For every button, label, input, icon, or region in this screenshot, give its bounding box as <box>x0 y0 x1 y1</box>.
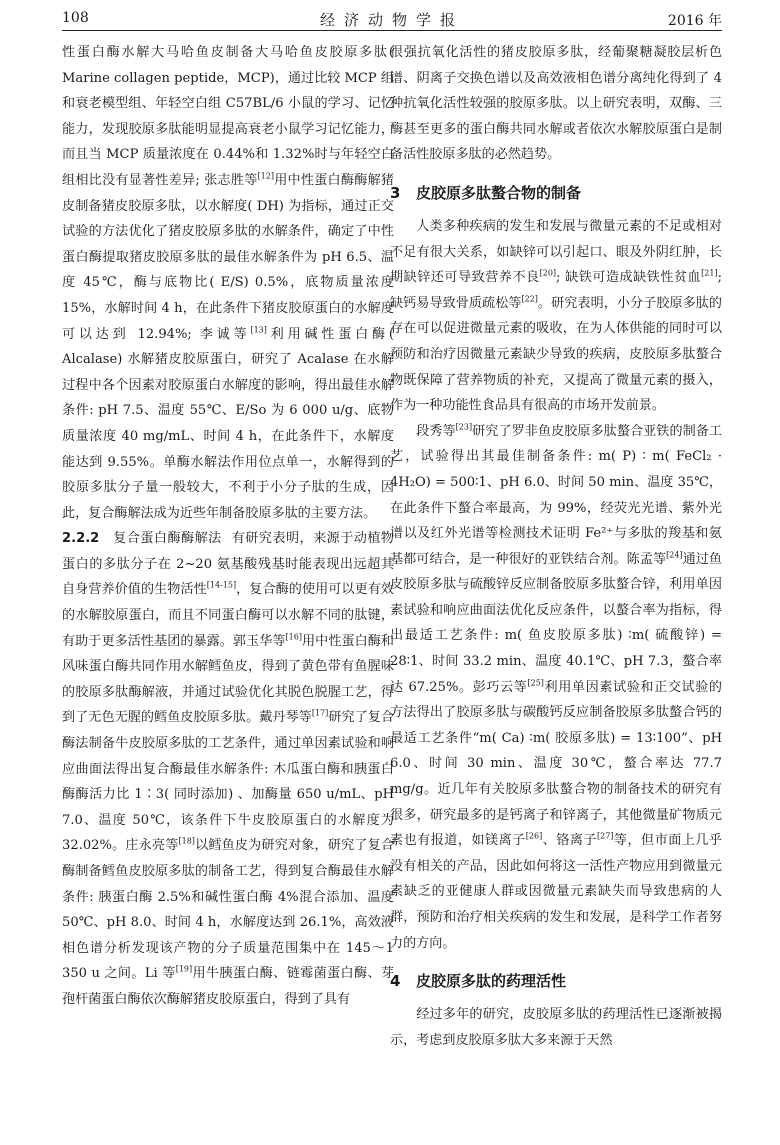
body-text: 、铬离子 <box>542 833 597 849</box>
citation: [22] <box>521 294 538 304</box>
citation: [18] <box>178 837 195 847</box>
page-number: 108 <box>62 10 89 26</box>
body-text: 通过鱼皮胶原多肽与硫酸锌反应制备胶原多肽螯合锌，利用单因素试验和响应曲面法优化反应条件，以螯合率为指标，得出最适工艺条件: m( 鱼皮胶原多肽) ∶m( 硫酸锌) = 28∶1、时间 33.2 min、温度 40.1℃、pH 7.3，螯合率达 67.25%。彭巧云等 <box>390 551 723 695</box>
journal-title: 经济动物学报 <box>319 11 464 29</box>
citation: [17] <box>311 709 329 719</box>
citation: [21] <box>701 268 718 278</box>
body-text: ，复合酶的使用可以更有效的水解胶原蛋白，而且不同蛋白酶可以水解不同的肽键，有助于更多活性基团的暴露。郭玉华等 <box>62 582 395 649</box>
section-number: 4 <box>390 972 401 991</box>
citation: [27] <box>596 831 614 841</box>
paragraph <box>390 419 722 956</box>
body-text: ; 缺铁可造成缺铁性贫血 <box>556 270 702 286</box>
subsection-title: 复合蛋白酶酶解法 <box>113 531 222 547</box>
left-column <box>62 40 394 1013</box>
paragraph: 很强抗氧化活性的猪皮胶原多肽，经葡聚糖凝胶层析色谱、阴离子交换色谱以及高效液相色谱分离纯化得到了 4 种抗氧化活性较强的胶原多肽。以上研究表明，双酶、三酶甚至更多的蛋白酶共同水解或者依次水解胶原蛋白是制备活性胶原多肽的必然趋势。 <box>390 45 722 163</box>
section-heading <box>390 968 722 994</box>
body-text: ; 缺钙易导致骨质疏松等 <box>390 270 722 311</box>
citation: [19] <box>175 965 193 975</box>
paragraph: 经过多年的研究，皮胶原多肽的药理活性已逐渐被揭示，考虑到皮胶原多肽大多来源于天然 <box>390 1007 722 1048</box>
citation: [25] <box>527 678 544 688</box>
body-text: 利用单因素试验和正交试验的方法得出了胶原多肽与碳酸钙反应制备胶原多肽螯合钙的最适工艺条件“m( Ca) ∶m( 胶原多肽) = 13∶100”、pH 6.0、时间 30 min、温度 30℃，螯合率达 77.7 mg/g。近几年有关胶原多肽螯合物的制备技术的研究有很多，研究最多的是钙离子和锌离子，其他微量矿物质元素也有报道，如镁离子 <box>390 679 723 849</box>
citation: [12] <box>257 171 274 181</box>
body-text: 等，但市面上几乎没有相关的产品，因此如何将这一活性产物应用到微量元素缺乏的亚健康人群或因微量元素缺失而导致患病的人群，预防和治疗相关疾病的发生和发展，是科学工作者努力的方向。 <box>390 833 723 951</box>
citation: [14-15] <box>206 581 237 591</box>
paragraph <box>390 214 722 419</box>
body-text: 研究了罗非鱼皮胶原多肽螯合亚铁的制备工艺，试验得出其最佳制备条件: m( P) ∶ m( FeCl₂ · 4H₂O) = 500∶1、pH 6.0、时间 50 min、温度 35℃，在此条件下螯合率最高，为 99%，经荧光光谱、紫外光谱以及红外光谱等检测技术证明 Fe²⁺与多肽的羧基和氨基都可结合，是一种很好的亚铁结合剂。陈孟等 <box>390 423 723 567</box>
body-text: 研究了复合酶法制备牛皮胶原多肽的工艺条件，通过单因素试验和响应曲面法得出复合酶最佳水解条件: 木瓜蛋白酶和胰蛋白酶酶活力比 1∶3( 同时添加) 、加酶量 650 u/mL、pH 7.0、温度 50℃，该条件下牛皮胶原蛋白的水解度为 32.02%。庄永亮等 <box>62 710 395 854</box>
body-text: 性蛋白酶水解大马哈鱼皮制备大马哈鱼皮胶原多肽( Marine collagen peptide，MCP)，通过比较 MCP 组和衰老模型组、年轻空白组 C57BL/6 小鼠的学习、记忆能力，发现胶原多肽能明显提高衰老小鼠学习记忆能力，而且当 MCP 质量浓度在 0.44%和 1.32%时与年轻空白组相比没有显著性差异; 张志胜等 <box>62 45 394 188</box>
citation: [23] <box>455 422 473 432</box>
body-text: 用中性蛋白酶酶解猪皮制备猪皮胶原多肽，以水解度( DH) 为指标，通过正交试验的方法优化了猪皮胶原多肽的水解条件，确定了中性蛋白酶提取猪皮胶原多肽的最佳水解条件为 pH 6.5、温度 45℃，酶与底物比( E/S) 0.5%，底物质量浓度 15%，水解时间 4 h，在此条件下猪皮胶原蛋白的水解度可以达到 12.94%; 李诚等 <box>62 172 395 342</box>
body-text: 。研究表明，小分子胶原多肽的存在可以促进微量元素的吸收，在为人体供能的同时可以预防和治疗因微量元素缺少导致的疾病，皮胶原多肽螯合物既保障了营养物质的补充，又提高了微量元素的摄入，作为一种功能性食品具有很高的市场开发前景。 <box>390 295 723 414</box>
paragraph <box>62 526 394 1012</box>
body-text: 段秀等 <box>416 423 456 439</box>
citation: [26] <box>525 831 543 841</box>
body-text: 利用碱性蛋白酶( Alcalase) 水解猪皮胶原蛋白，研究了 Acalase 在水解过程中各个因素对胶原蛋白水解度的影响，得出最佳水解条件: pH 7.5、温度 55℃、E/So 为 6 000 u/g、底物质量浓度 40 mg/mL、时间 4 h，在此条件下，水解度能达到 9.55%。单酶水解法作用位点单一，水解得到的胶原多肽分子量一般较大，不利于小分子肽的生成，因此，复合酶解法成为近些年制备胶原多肽的主要方法。 <box>62 326 395 521</box>
section-heading <box>390 180 722 206</box>
citation: [13] <box>250 325 267 335</box>
body-text: 用牛胰蛋白酶、链霉菌蛋白酶、芽孢杆菌蛋白酶依次酶解猪皮胶原蛋白，得到了具有 <box>62 966 395 1007</box>
body-text: 以鳕鱼皮为研究对象，研究了复合酶制备鳕鱼皮胶原多肽的制备工艺，得到复合酶最佳水解条件: 胰蛋白酶 2.5%和碱性蛋白酶 4%混合添加、温度 50℃、pH 8.0、时间 4 h，水解度达到 26.1%，高效液相色谱分析发现该产物的分子质量范围集中在 145～1 350 u 之间。Li 等 <box>62 838 395 982</box>
citation: [20] <box>539 268 557 278</box>
publication-year: 2016 年 <box>667 13 722 29</box>
subsection-number: 2.2.2 <box>62 531 100 547</box>
paragraph <box>62 40 394 526</box>
section-title: 皮胶原多肽螯合物的制备 <box>416 183 582 202</box>
running-header <box>62 8 722 31</box>
right-column <box>390 40 722 1053</box>
body-text: 人类多种疾病的发生和发展与微量元素的不足或相对不足有很大关系，如缺锌可以引起口、眼及外阴红肿，长期缺锌还可导致营养不良 <box>390 218 722 286</box>
citation: [24] <box>666 550 683 560</box>
citation: [16] <box>285 632 302 642</box>
section-title: 皮胶原多肽的药理活性 <box>416 972 567 991</box>
body-text: 有研究表明，来源于动植物蛋白的多肽分子在 2~20 氨基酸残基时能表现出远超其自身营养价值的生物活性 <box>62 531 394 598</box>
body-text: 用中性蛋白酶和风味蛋白酶共同作用水解鳕鱼皮，得到了黄色带有鱼腥味的胶原多肽酶解液，并通过试验优化其脱色脱腥工艺，得到了无色无腥的鳕鱼皮胶原多肽。戴丹琴等 <box>62 633 395 726</box>
section-number: 3 <box>390 183 401 202</box>
